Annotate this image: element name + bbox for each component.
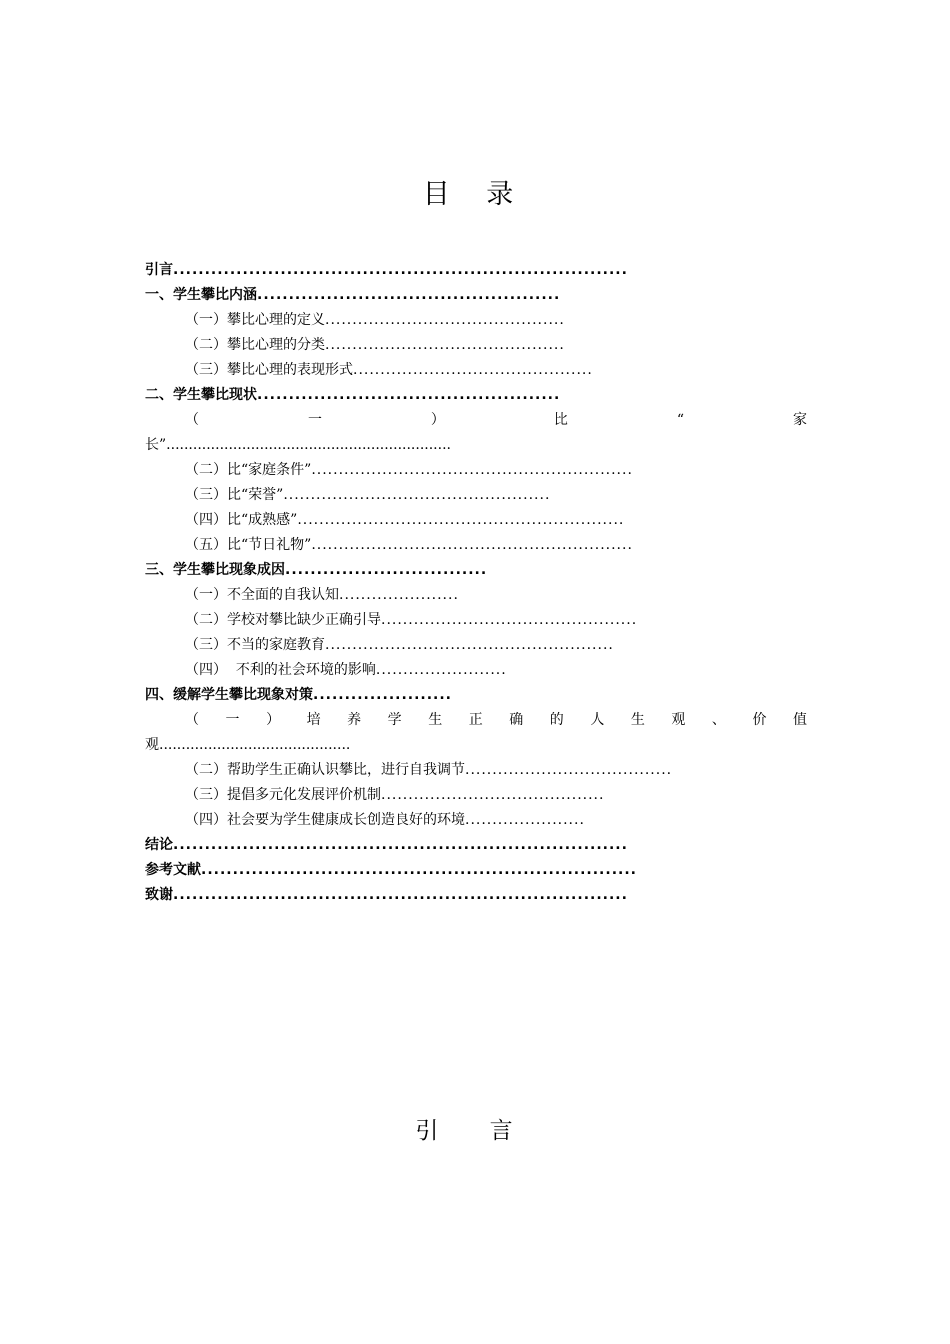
toc-title: 目 录 [422,179,528,210]
toc-entry-2-2[interactable]: （二）比“家庭条件”........................................................... [185,462,633,478]
toc-entry-1-3[interactable]: （三）攀比心理的表现形式............................................ [185,362,593,378]
toc-entry-3-1[interactable]: （一）不全面的自我认知...................... [185,587,459,603]
toc-entry-references[interactable]: 参考文献..................................................................... [145,862,637,878]
toc-entry-intro[interactable]: 引言........................................................................ [145,262,628,278]
toc-entry-section-3[interactable]: 三、学生攀比现象成因................................ [145,562,488,578]
toc-entry-section-4[interactable]: 四、缓解学生攀比现象对策...................... [145,687,453,703]
toc-entry-4-1-line2[interactable]: 观........................................... [145,737,351,753]
toc-entry-3-3[interactable]: （三）不当的家庭教育..................................................... [185,637,614,653]
toc-entry-4-4[interactable]: （四）社会要为学生健康成长创造良好的环境...................... [185,812,585,828]
toc-entry-1-2[interactable]: （二）攀比心理的分类............................................ [185,337,565,353]
toc-entry-2-5[interactable]: （五）比“节日礼物”........................................................... [185,537,633,553]
toc-entry-2-3[interactable]: （三）比“荣誉”................................................. [185,487,551,503]
toc-entry-acknowledgements[interactable]: 致谢........................................................................ [145,887,628,903]
toc-entry-section-1[interactable]: 一、学生攀比内涵................................................ [145,287,561,303]
toc-entry-conclusion[interactable]: 结论........................................................................ [145,837,628,853]
toc-entry-4-1-line1[interactable]: （ 一 ） 培 养 学 生 正 确 的 人 生 观 、 价 值 [185,712,807,728]
toc-entry-4-3[interactable]: （三）提倡多元化发展评价机制......................................... [185,787,605,803]
toc-entry-1-1[interactable]: （一）攀比心理的定义............................................ [185,312,565,328]
toc-entry-2-1-line1[interactable]: （ 一 ） 比 “ 家 [185,412,807,428]
toc-entry-section-2[interactable]: 二、学生攀比现状................................................ [145,387,561,403]
section-heading-intro: 引 言 [415,1118,535,1144]
toc-entry-2-1-line2[interactable]: 长”................................................................ [145,437,451,453]
toc-entry-4-2[interactable]: （二）帮助学生正确认识攀比，进行自我调节...................................... [185,762,673,778]
toc-entry-2-4[interactable]: （四）比“成熟感”............................................................ [185,512,625,528]
toc-entry-3-4[interactable]: （四） 不利的社会环境的影响........................ [185,662,507,678]
toc-entry-3-2[interactable]: （二）学校对攀比缺少正确引导............................................... [185,612,638,628]
table-of-contents [145,258,807,908]
